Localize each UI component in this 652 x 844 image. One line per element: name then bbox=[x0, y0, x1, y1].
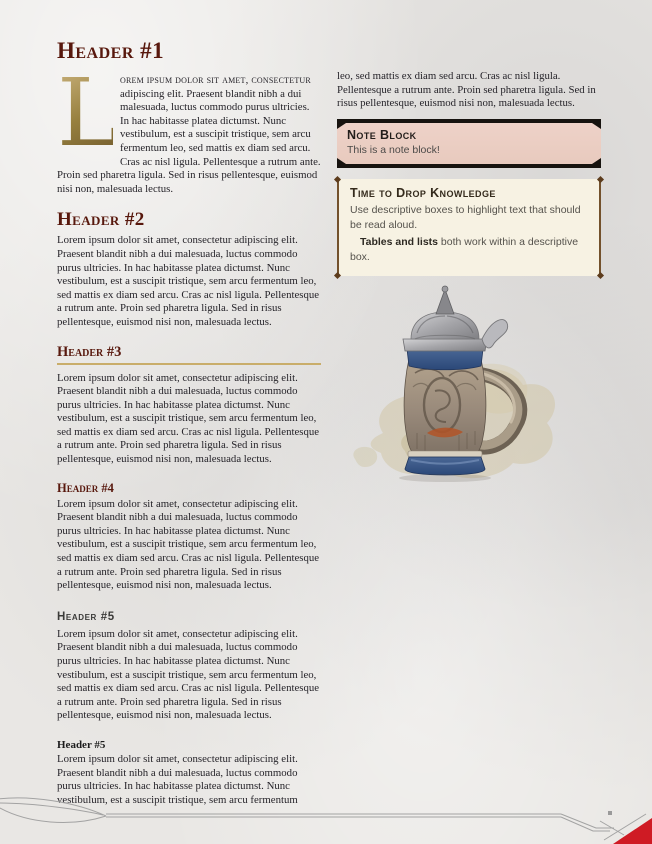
descriptive-box bbox=[337, 179, 601, 276]
paragraph: Lorem ipsum dolor sit amet, consectetur adipiscing elit. Praesent blandit nibh a dui malesuada, luctus commodo purus ultricies. In hac habitasse platea dictumst. Nunc vestibulum, est a suscipit tristique, sem arcu fermentum leo, sed mattis ex diam sed arcu. Cras ac nisl ligula. Pellentesque a rutrum ante. Proin sed pharetra ligula. Sed in risus pellentesque, euismod nisi non, malesuada lectus. bbox=[57, 497, 320, 592]
paragraph-truncated: Lorem ipsum dolor sit amet, consectetur adipiscing elit. Praesent blandit nibh a dui malesuada, luctus commodo purus ultricies. In hac habitasse platea dictumst. Nunc vestibulum, est a suscipit tristique, sem arcu fermentum bbox=[57, 752, 298, 806]
dropcap-letter: L bbox=[57, 59, 120, 168]
stein-foot-ring bbox=[408, 451, 482, 457]
descriptive-box-body-2-rest: both work within a descriptive box. bbox=[350, 235, 579, 263]
corner-diamond-icon bbox=[597, 176, 604, 183]
stein-finial bbox=[436, 289, 454, 314]
header-6: Header #5 bbox=[57, 738, 106, 751]
note-top-bar-decoration bbox=[337, 119, 601, 123]
paragraph: Lorem ipsum dolor sit amet, consectetur adipiscing elit. Praesent blandit nibh a dui malesuada, luctus commodo purus ultricies. In hac habitasse platea dictumst. Nunc vestibulum, est a suscipit tristique, sem arcu fermentum leo, sed mattis ex diam sed arcu. Cras ac nisl ligula. Pellentesque a rutrum ante. Proin sed pharetra ligula. Sed in risus pellentesque, euismod nisi non, malesuada lectus. bbox=[57, 234, 320, 328]
corner-diamond-icon bbox=[334, 272, 341, 279]
stein-lid-rim bbox=[403, 339, 487, 351]
descriptive-box-title: Time to Drop Knowledge bbox=[350, 185, 496, 200]
stein-blue-base bbox=[405, 457, 485, 475]
corner-diamond-icon bbox=[334, 176, 341, 183]
note-title: Note Block bbox=[347, 127, 417, 142]
note-body: This is a note block! bbox=[347, 143, 440, 156]
paragraph: Lorem ipsum dolor sit amet, consectetur adipiscing elit. Praesent blandit nibh a dui malesuada, luctus commodo purus ultricies. In hac habitasse platea dictumst. Nunc vestibulum, est a suscipit tristique, sem arcu fermentum leo, sed mattis ex diam sed arcu. Cras ac nisl ligula. Pellentesque a rutrum ante. Proin sed pharetra ligula. Sed in risus pellentesque, euismod nisi non, malesuada lectus. bbox=[57, 627, 320, 722]
beer-stein-image bbox=[345, 281, 575, 491]
note-content bbox=[337, 123, 601, 164]
header-4: Header #4 bbox=[57, 480, 114, 495]
descriptive-box-body: Use descriptive boxes to highlight text that should be read aloud. bbox=[350, 203, 581, 231]
paragraph: Lorem ipsum dolor sit amet, consectetur adipiscing elit. Praesent blandit nibh a dui malesuada, luctus commodo purus ultricies. In hac habitasse platea dictumst. Nunc vestibulum, est a suscipit tristique, sem arcu fermentum leo, sed mattis ex diam sed arcu. Cras ac nisl ligula. Pellentesque a rutrum ante. Proin sed pharetra ligula. Sed in risus pellentesque, euismod nisi non, malesuada lectus. bbox=[57, 371, 320, 466]
right-column bbox=[337, 70, 601, 276]
stein-thumb-lever bbox=[482, 320, 508, 348]
bold-lead: Tables and lists bbox=[360, 235, 438, 248]
descriptive-box-body-2 bbox=[350, 235, 588, 265]
paragraph-text: adipiscing elit. Praesent blandit nibh a dui malesuada, luctus commodo purus ultricies. In hac habitasse platea dictumst. Nunc vestibulum, est a suscipit tristique, sem arcu fermentum leo, sed mattis ex diam sed arcu. Cras ac nisl ligula. Pellentesque a rutrum ante. Proin sed pharetra ligula. Sed in risus pellentesque, euismod nisi non, malesuada lectus. bbox=[57, 87, 321, 195]
note-block bbox=[337, 119, 601, 168]
header-5: Header #5 bbox=[57, 610, 115, 623]
paragraph-continuation: leo, sed mattis ex diam sed arcu. Cras ac nisl ligula. Pellentesque a rutrum ante. Proin sed pharetra ligula. Sed in risus pellentesque, euismod nisi non, malesuada lectus. bbox=[337, 70, 596, 110]
footer-decoration bbox=[0, 794, 652, 844]
header-2: Header #2 bbox=[57, 209, 145, 231]
stein-blue-top-band bbox=[407, 349, 483, 370]
footer-leaf-flourish-icon bbox=[0, 798, 106, 823]
header-3: Header #3 bbox=[57, 344, 321, 365]
footer-square-dot bbox=[608, 811, 612, 815]
left-column bbox=[57, 38, 321, 807]
paragraph-dropcap bbox=[57, 59, 321, 196]
note-bottom-bar-decoration bbox=[337, 164, 601, 168]
paragraph-lead-smallcaps: orem ipsum dolor sit amet, consectetur bbox=[120, 74, 311, 86]
header-1: Header #1 bbox=[57, 38, 165, 63]
corner-diamond-icon bbox=[597, 272, 604, 279]
